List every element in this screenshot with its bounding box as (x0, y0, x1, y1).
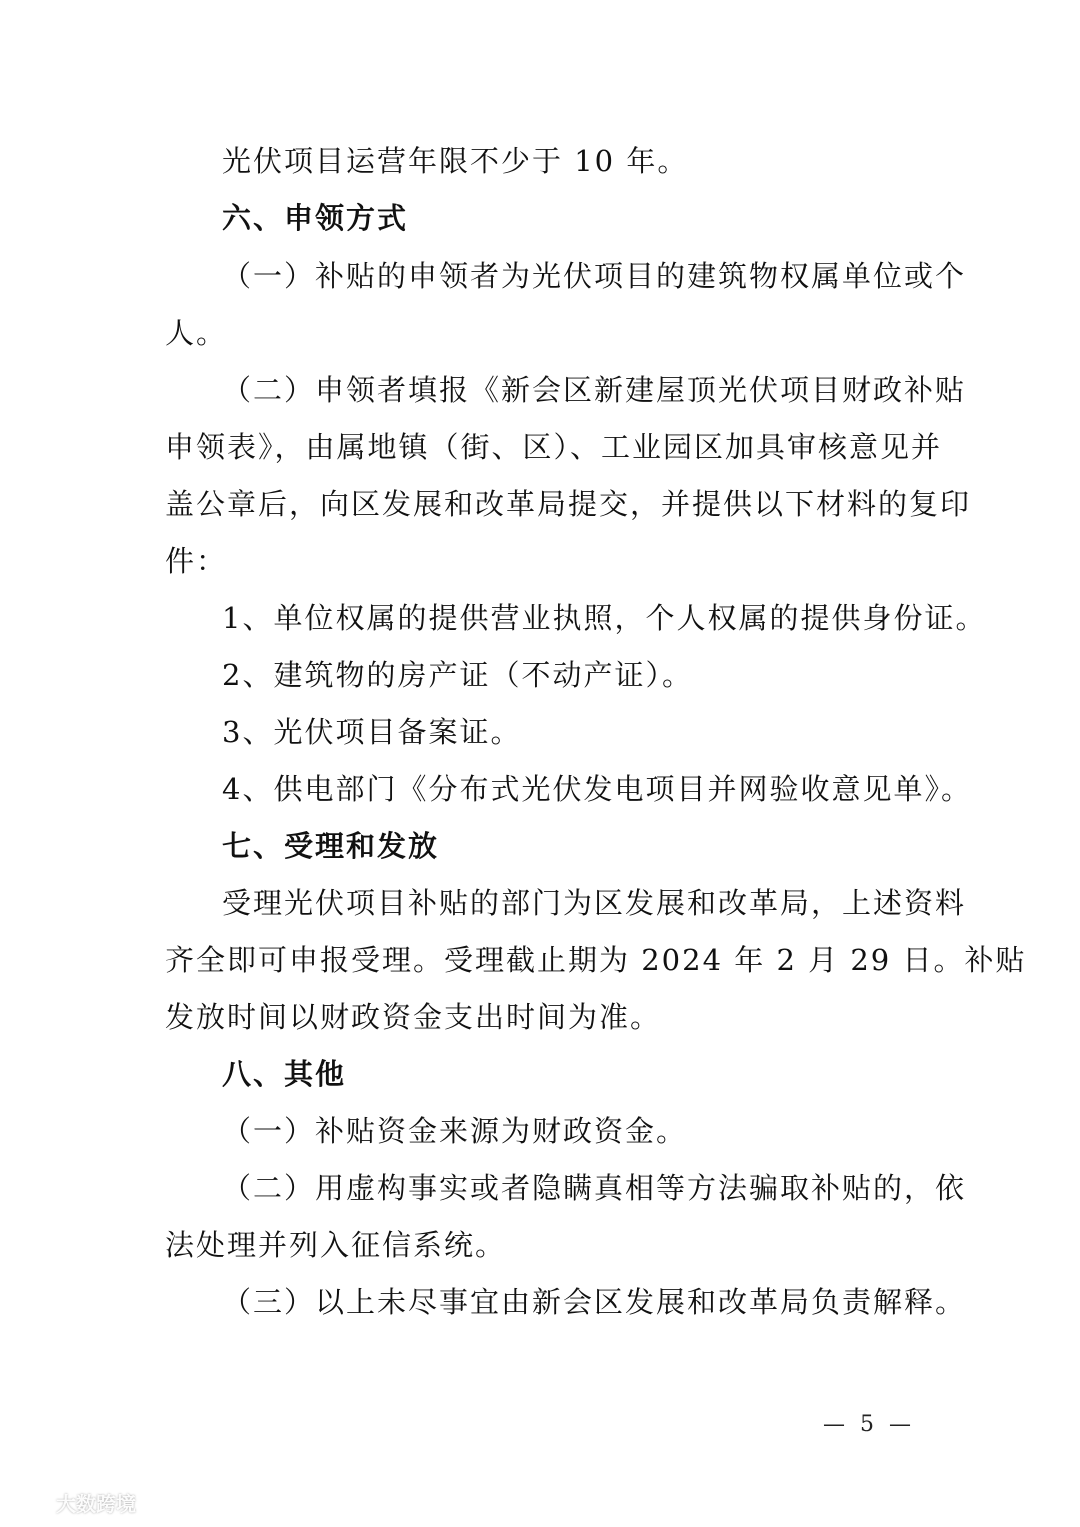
watermark-text: 大数跨境 (56, 1492, 136, 1516)
body-line: 齐全即可申报受理。受理截止期为 2024 年 2 月 29 日。补贴 (165, 943, 1027, 977)
list-item: 3、光伏项目备案证。 (222, 715, 522, 749)
list-item: 2、建筑物的房产证（不动产证）。 (222, 658, 693, 692)
body-line: （二）申领者填报《新会区新建屋顶光伏项目财政补贴 (222, 373, 967, 407)
list-item: 4、供电部门《分布式光伏发电项目并网验收意见单》。 (222, 772, 972, 806)
section-heading: 七、受理和发放 (222, 829, 440, 863)
body-line: （二）用虚构事实或者隐瞒真相等方法骗取补贴的，依 (222, 1171, 967, 1205)
chat-bubble-icon (8, 1491, 50, 1515)
body-line: 件： (165, 544, 228, 578)
body-line: （一）补贴的申领者为光伏项目的建筑物权属单位或个 (222, 259, 967, 293)
list-item: 1、单位权属的提供营业执照，个人权属的提供身份证。 (222, 601, 987, 635)
section-heading: 六、申领方式 (222, 201, 409, 235)
page-number: — 5 — (823, 1412, 915, 1437)
body-line: 盖公章后，向区发展和改革局提交，并提供以下材料的复印 (165, 487, 972, 521)
body-line: 人。 (165, 316, 228, 350)
body-line: 法处理并列入征信系统。 (165, 1228, 507, 1262)
body-line: （一）补贴资金来源为财政资金。 (222, 1114, 688, 1148)
body-line: 发放时间以财政资金支出时间为准。 (165, 1000, 662, 1034)
body-line: 光伏项目运营年限不少于 10 年。 (222, 144, 689, 178)
section-heading: 八、其他 (222, 1057, 347, 1091)
body-line: （三）以上未尽事宜由新会区发展和改革局负责解释。 (222, 1285, 967, 1319)
watermark (8, 1488, 136, 1517)
body-line: 受理光伏项目补贴的部门为区发展和改革局，上述资料 (222, 886, 967, 920)
body-line: 申领表》，由属地镇（街、区）、工业园区加具审核意见并 (165, 430, 943, 464)
